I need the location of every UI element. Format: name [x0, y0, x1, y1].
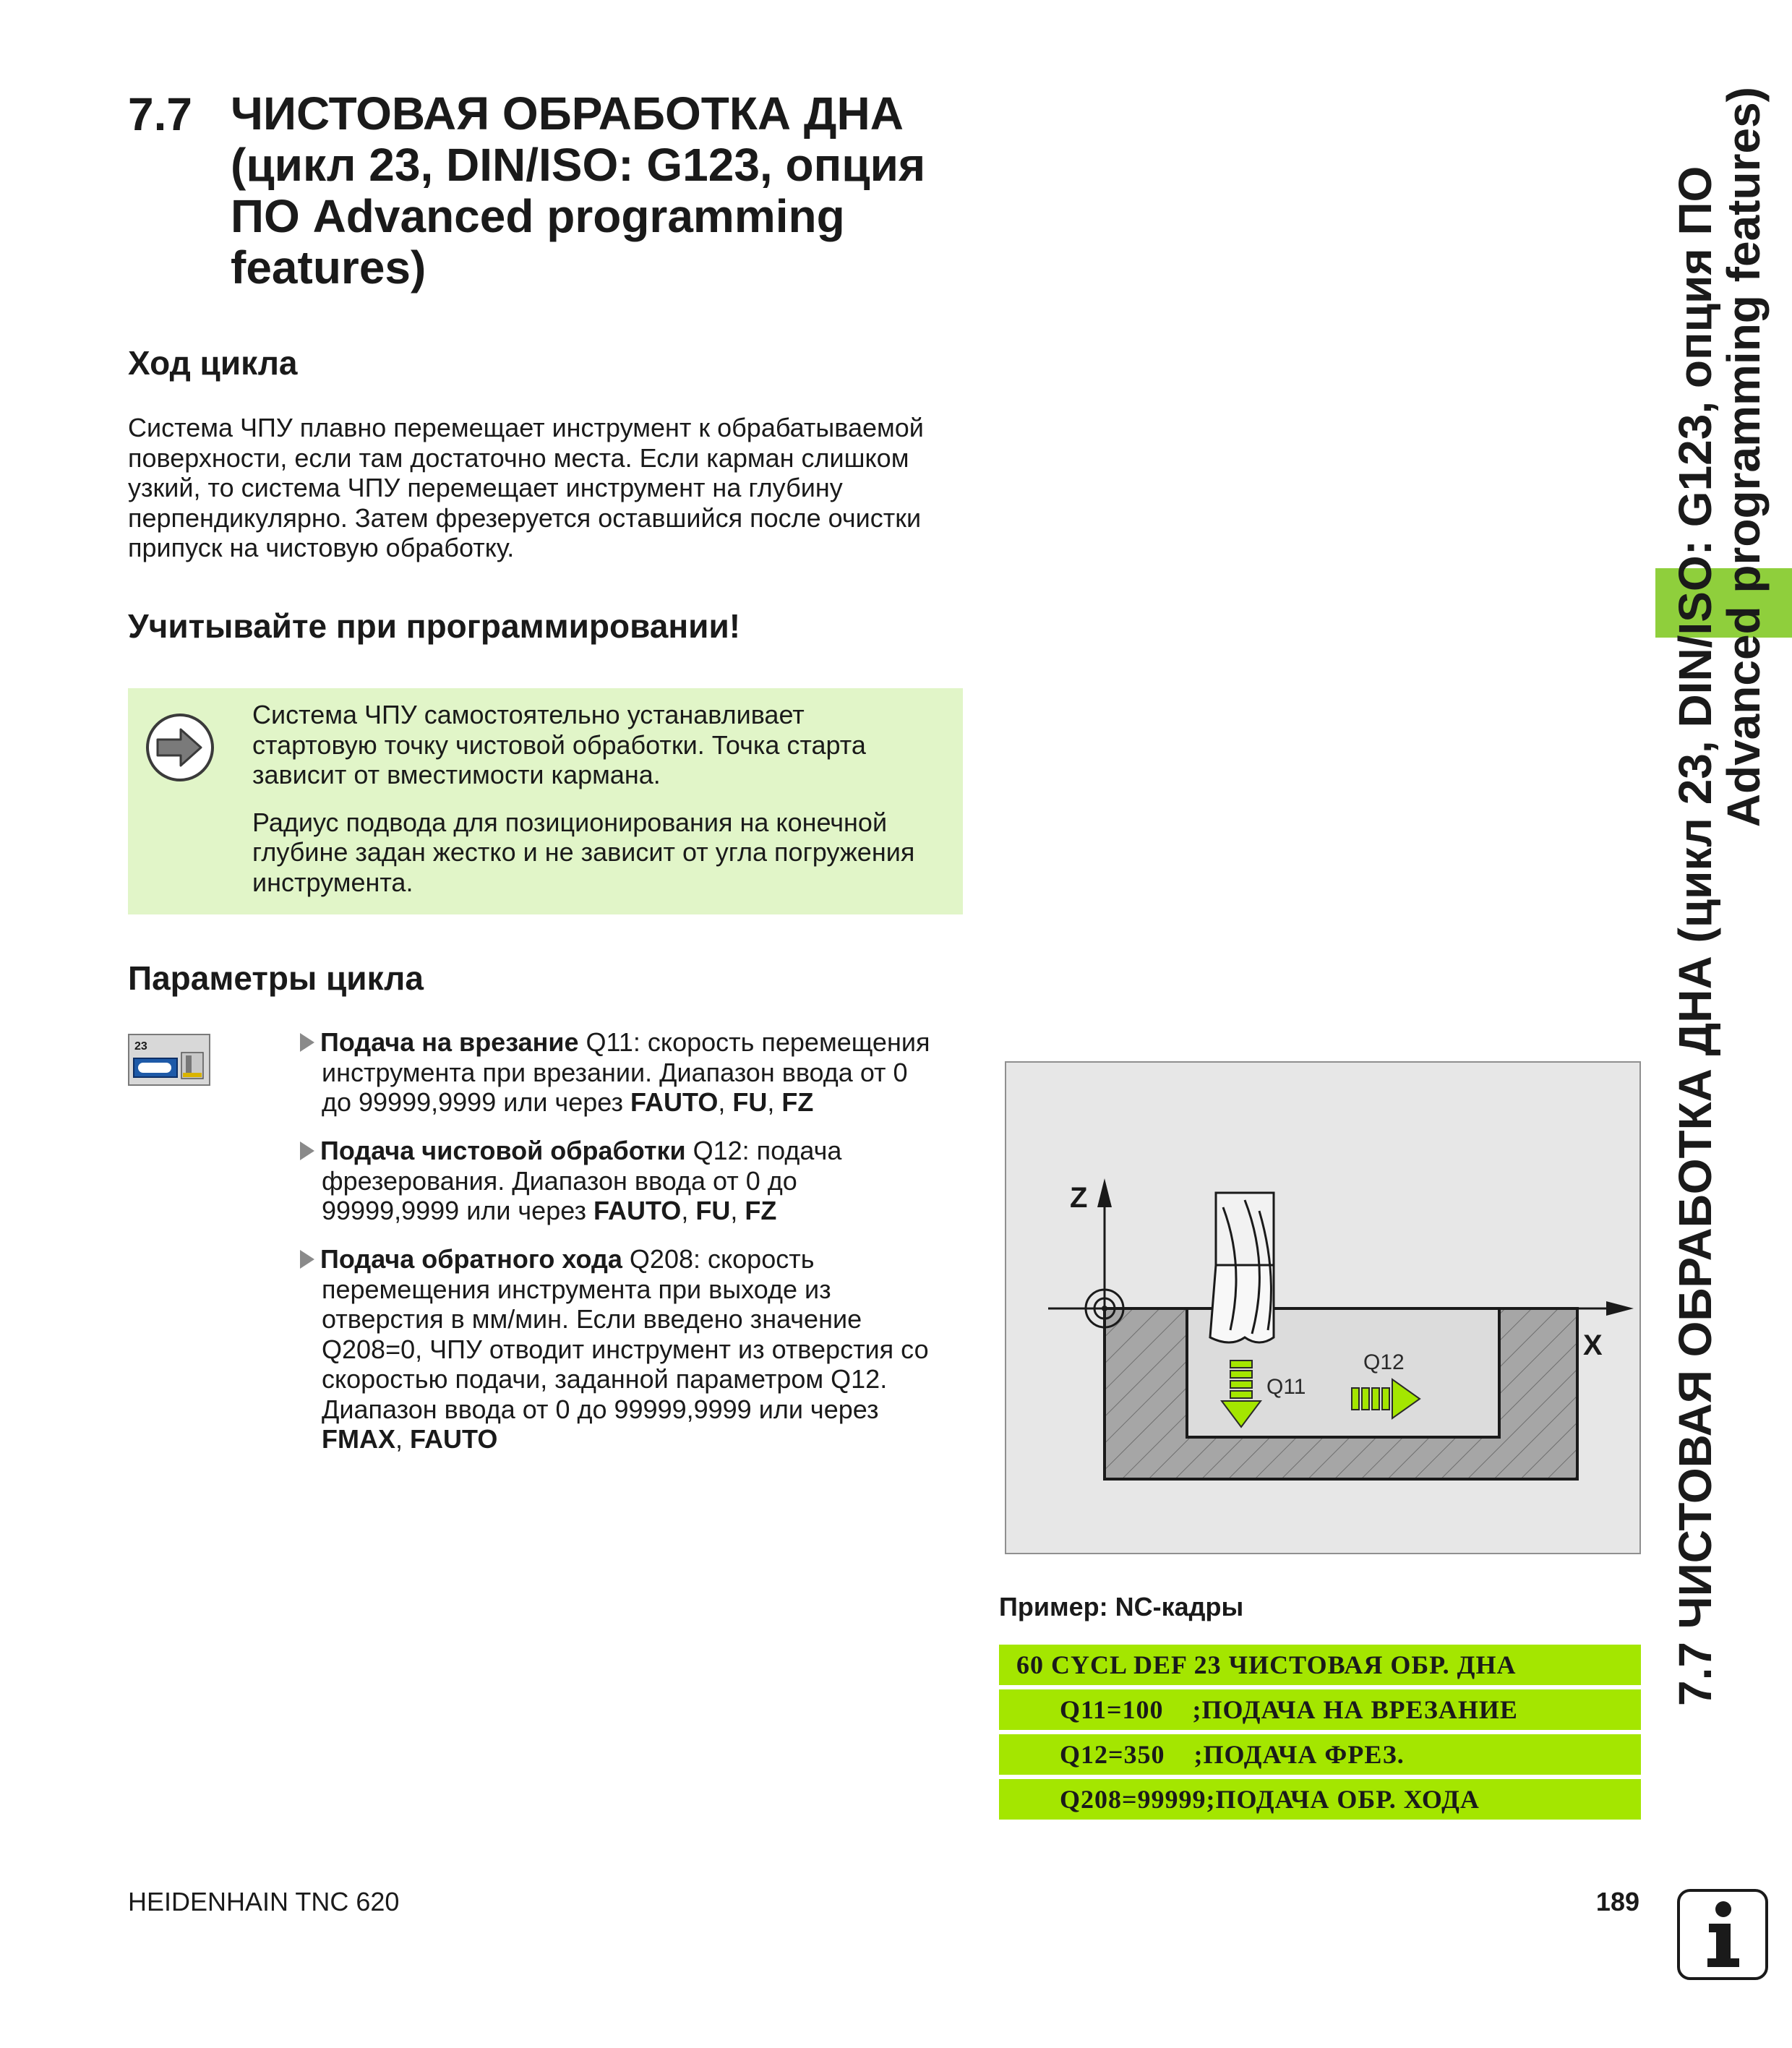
title-line: (цикл 23, DIN/ISO: G123, опция — [231, 139, 926, 191]
keyword: FMAX — [322, 1424, 395, 1454]
param-desc: Q12: подача — [685, 1136, 842, 1165]
keyword: FAUTO — [630, 1087, 719, 1117]
param-line: фрезерования. Диапазон ввода от 0 до — [322, 1165, 797, 1196]
text-line: поверхности, если там достаточно места. Если карман слишком — [128, 442, 909, 473]
page-title — [231, 88, 1026, 294]
note-line: Радиус подвода для позиционирования на конечной — [252, 807, 888, 837]
separator: , — [730, 1196, 745, 1225]
programming-notes-heading: Учитывайте при программировании! — [128, 607, 741, 645]
x-axis-arrow-icon — [1606, 1301, 1634, 1316]
separator: , — [718, 1087, 733, 1117]
title-line: features) — [231, 241, 426, 294]
text-line: узкий, то система ЧПУ перемещает инструмент на глубину — [128, 473, 843, 502]
footer-product: HEIDENHAIN TNC 620 — [128, 1887, 400, 1916]
parameter-q11 — [300, 1027, 930, 1118]
z-axis-label: Z — [1070, 1182, 1088, 1214]
param-desc: до 99999,9999 или через — [322, 1087, 630, 1117]
param-name: Подача на врезание — [320, 1027, 579, 1057]
param-line: перемещения инструмента при выходе из — [322, 1274, 831, 1304]
cycle-softkey-icon — [128, 1034, 210, 1086]
param-line: отверстия в мм/мин. Если введено значение — [322, 1304, 862, 1334]
side-title-line: Advanced programming features) — [1718, 87, 1770, 828]
separator: , — [681, 1196, 696, 1225]
section-number: 7.7 — [128, 88, 192, 140]
param-name: Подача обратного хода — [320, 1244, 622, 1274]
separator: , — [395, 1424, 411, 1454]
nc-block-line: Q11=100 ;ПОДАЧА НА ВРЕЗАНИЕ — [999, 1689, 1641, 1730]
note-spacer — [252, 790, 914, 807]
keyword: FZ — [745, 1196, 777, 1225]
keyword: FAUTO — [593, 1196, 682, 1225]
cycle-diagram — [1005, 1061, 1641, 1554]
note-line: зависит от вместимости кармана. — [252, 760, 661, 789]
param-desc: Q208: скорость — [622, 1244, 815, 1274]
param-line: скоростью подачи, заданной параметром Q12. — [322, 1364, 888, 1394]
cycle-run-text — [128, 413, 924, 563]
q11-label: Q11 — [1266, 1375, 1306, 1399]
nc-block-line: 60 CYCL DEF 23 ЧИСТОВАЯ ОБР. ДНА — [999, 1645, 1641, 1685]
title-line: ЧИСТОВАЯ ОБРАБОТКА ДНА — [231, 87, 904, 140]
arrow-right-icon — [145, 712, 215, 783]
text-line: перпендикулярно. Затем фрезеруется оставшийся после очистки — [128, 502, 922, 533]
param-line — [300, 1136, 841, 1166]
note-line: Система ЧПУ самостоятельно устанавливает — [252, 700, 805, 729]
nc-block-line: Q208=99999;ПОДАЧА ОБР. ХОДА — [999, 1779, 1641, 1820]
workpiece — [1105, 1063, 1625, 1308]
param-name: Подача чистовой обработки — [320, 1136, 686, 1165]
param-line — [300, 1244, 929, 1274]
bullet-triangle-icon — [300, 1250, 314, 1269]
keyword: FZ — [781, 1087, 814, 1117]
param-line: инструмента при врезании. Диапазон ввода от 0 — [322, 1057, 908, 1087]
separator: , — [767, 1087, 782, 1117]
x-axis-label: X — [1583, 1329, 1603, 1361]
keyword: FU — [695, 1196, 731, 1225]
param-line — [300, 1196, 841, 1226]
note-line: стартовую точку чистовой обработки. Точка старта — [252, 729, 866, 760]
param-line — [300, 1424, 929, 1454]
title-line: ПО Advanced programming — [231, 190, 845, 242]
param-desc: 99999,9999 или через — [322, 1196, 593, 1225]
info-icon[interactable] — [1677, 1889, 1768, 1980]
param-line: Q208=0, ЧПУ отводит инструмент из отверстия со — [322, 1334, 929, 1364]
keyword: FU — [732, 1087, 768, 1117]
z-axis-arrow-icon — [1097, 1178, 1112, 1207]
example-caption: Пример: NC-кадры — [999, 1592, 1244, 1621]
text-line: припуск на чистовую обработку. — [128, 533, 515, 562]
bullet-triangle-icon — [300, 1141, 314, 1160]
note-line: глубине задан жестко и не зависит от угла погружения — [252, 837, 915, 867]
parameter-q208 — [300, 1244, 929, 1454]
parameter-q12 — [300, 1136, 841, 1226]
param-line — [300, 1027, 930, 1058]
param-line: Диапазон ввода от 0 до 99999,9999 или через — [322, 1394, 879, 1424]
param-line — [300, 1087, 930, 1118]
nc-block-line: Q12=350 ;ПОДАЧА ФРЕЗ. — [999, 1734, 1641, 1775]
param-desc: Q11: скорость перемещения — [578, 1027, 930, 1057]
note-text — [252, 700, 914, 897]
softkey-label: 23 — [134, 1040, 147, 1053]
tool-cutter — [1210, 1265, 1274, 1342]
text-line: Система ЧПУ плавно перемещает инструмент к обрабатываемой — [128, 413, 924, 442]
cycle-run-heading: Ход цикла — [128, 344, 298, 382]
note-line: инструмента. — [252, 867, 413, 897]
parameters-heading: Параметры цикла — [128, 959, 424, 997]
bullet-triangle-icon — [300, 1033, 314, 1052]
keyword: FAUTO — [410, 1424, 498, 1454]
q12-label: Q12 — [1363, 1350, 1405, 1374]
page-number: 189 — [1595, 1887, 1639, 1916]
side-title-line: 7.7 ЧИСТОВАЯ ОБРАБОТКА ДНА (цикл 23, DIN/ISO: G123, опция ПО — [1669, 166, 1721, 1706]
